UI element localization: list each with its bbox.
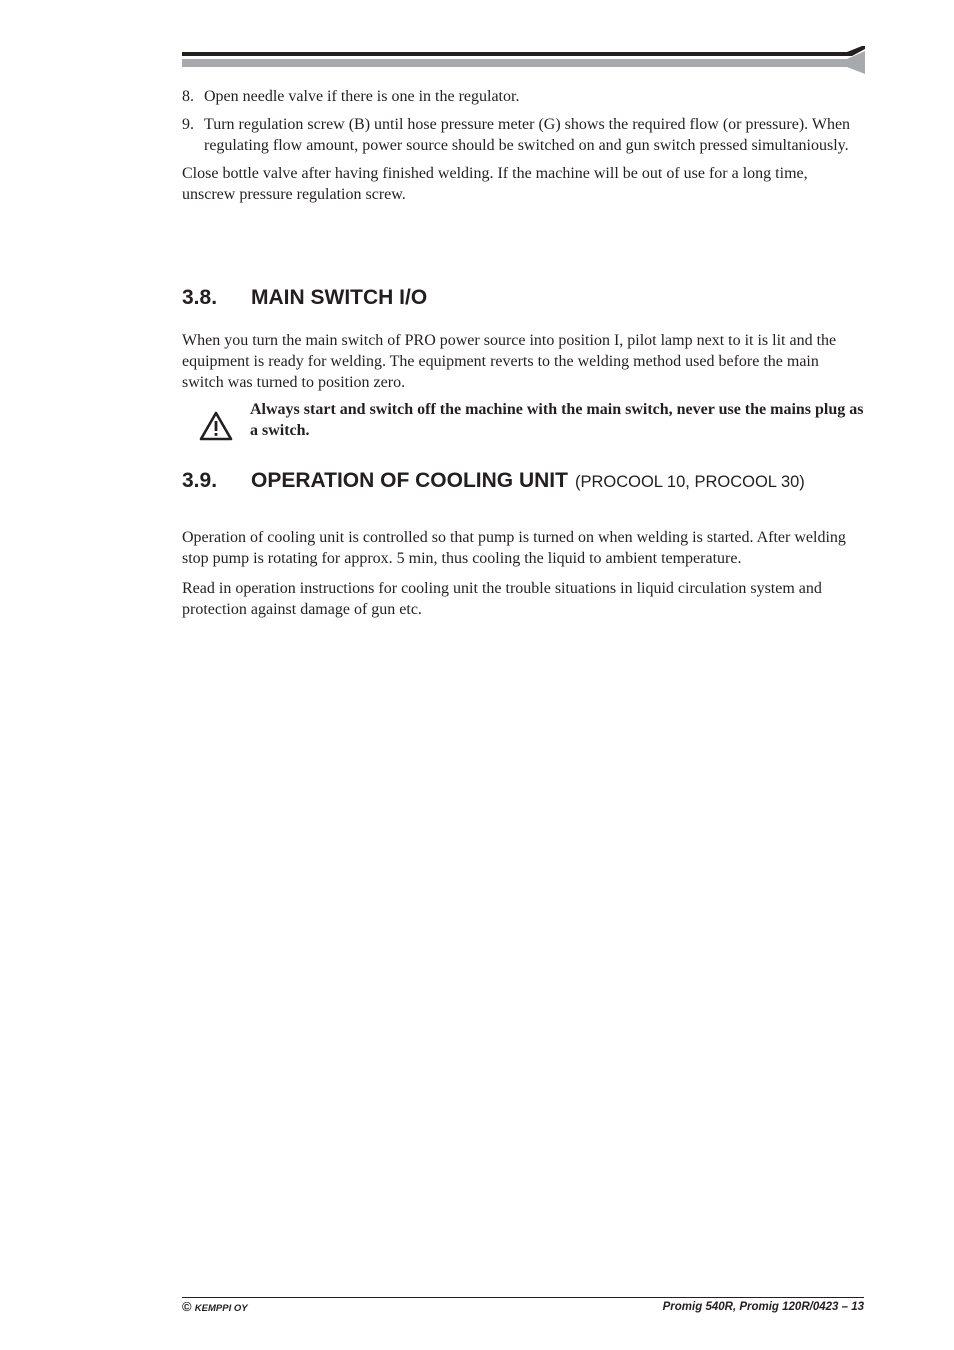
- list-number: 8.: [182, 88, 194, 105]
- footer-divider: [182, 1297, 864, 1298]
- section-subtitle: (PROCOOL 10, PROCOOL 30): [574, 473, 805, 491]
- warning-text: Always start and switch off the machine with the main switch, never use the mains plug as a switch.: [250, 401, 864, 439]
- page-header-bar: [182, 46, 865, 76]
- list-text: Turn regulation screw (B) until hose pressure meter (G) shows the required flow (or pressure). When regulating flow amount, power source should be switched on and gun switch pressed simultaniously.: [204, 116, 851, 154]
- section-number: 3.9.: [182, 469, 218, 492]
- company-name: KEMPPI OY: [194, 1303, 248, 1314]
- list-text: Open needle valve if there is one in the regulator.: [204, 88, 520, 105]
- close-valve-paragraph: Close bottle valve after having finished welding. If the machine will be out of use for a long time, unscrew pressure regulation screw.: [182, 165, 808, 203]
- section-38-body: When you turn the main switch of PRO power source into position I, pilot lamp next to it is lit and the equipment is ready for welding. The equipment reverts to the welding method used before the main switch was turned to position zero.: [182, 332, 837, 391]
- warning-note: [182, 399, 864, 441]
- section-number: 3.8.: [182, 286, 218, 309]
- footer-copyright: [182, 1300, 248, 1316]
- list-number: 9.: [182, 116, 194, 133]
- section-title: MAIN SWITCH I/O: [251, 286, 428, 309]
- section-38-heading: [182, 285, 864, 311]
- section-39-heading: [182, 468, 864, 495]
- section-title: OPERATION OF COOLING UNIT: [251, 469, 568, 492]
- section-39-body-1: Operation of cooling unit is controlled so that pump is turned on when welding is started. After welding stop pump is rotating for approx. 5 min, thus cooling the liquid to ambient temperature.: [182, 529, 846, 567]
- list-item: [182, 114, 864, 156]
- footer-document-info: Promig 540R, Promig 120R/0423 – 13: [662, 1301, 864, 1313]
- copyright-symbol: ©: [182, 1299, 192, 1314]
- page-footer: [182, 1300, 864, 1316]
- warning-triangle-icon: [199, 411, 233, 441]
- step-list: [182, 86, 864, 156]
- page-content: [182, 86, 864, 629]
- list-item: [182, 86, 864, 107]
- section-39-body-2: Read in operation instructions for cooling unit the trouble situations in liquid circulation system and protection against damage of gun etc.: [182, 580, 822, 618]
